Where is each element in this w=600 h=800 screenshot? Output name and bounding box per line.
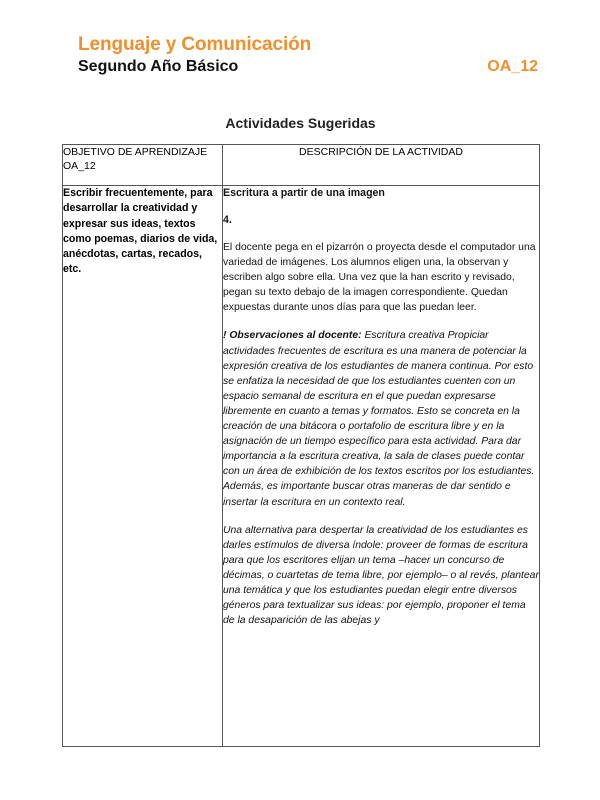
subject-title: Lenguaje y Comunicación: [78, 34, 312, 55]
page-title: Actividades Sugeridas: [225, 115, 376, 131]
objective-code-label: OA_12: [487, 58, 538, 75]
description-cell: [223, 186, 540, 747]
activity-paragraph-1: El docente pega en el pizarrón o proyecta desde el computador una variedad de imágenes. Los alumnos eligen una, la observan y escriben algo sobre ella. Una vez que la han escrito y revisado, pegan su texto debajo de la imagen correspondiente. Quedan expuestas durante unos días para que las puedan leer.: [223, 242, 536, 314]
column-header-objective: OBJETIVO DE APRENDIZAJE OA_12: [63, 145, 223, 186]
masthead: [78, 34, 540, 77]
activity-heading: Escritura a partir de una imagen: [223, 187, 385, 199]
teacher-observations-paragraph: [223, 328, 539, 509]
observations-label: ! Observaciones al docente:: [223, 330, 362, 342]
table-row: [63, 186, 540, 747]
table-header-row: [63, 145, 540, 186]
observations-body: Escritura creativa Propiciar actividades frecuentes de escritura es una manera de potenciar la expresión creativa de los estudiantes de manera continua. Por esto se enfatiza la necesidad de que los estudiantes cuenten con un espacio semanal de escritura en el que puedan expresarse libremente en cuanto a temas y formatos. Esto se concreta en la creación de una bitácora o portafolio de escritura libre y en la asignación de un tiempo específico para esta actividad. Para dar importancia a la escritura creativa, la sala de clases puede contar con un área de exhibición de los textos escritos por los estudiantes. Además, es importante buscar otras maneras de dar sentido e insertar la escritura en un contexto real.: [223, 330, 535, 508]
activity-number: 4.: [223, 214, 232, 226]
masthead-row: [78, 57, 540, 77]
grade-level-label: Segundo Año Básico: [78, 58, 239, 75]
activity-paragraph-3: Una alternativa para despertar la creatividad de los estudiantes es darles estímulos de diversa índole: proveer de formas de escritura para que los escritores elijan un tema –hacer un concurso de décimas, o cuartetas de tema libre, por ejemplo– o al revés, plantear una temática y que los estudiantes puedan elegir entre diversos géneros para textualizar sus ideas: por ejemplo, proponer el tema de la desaparición de las abejas y: [223, 524, 539, 627]
activities-table: [62, 144, 540, 747]
objective-cell: Escribir frecuentemente, para desarrollar la creatividad y expresar sus ideas, textos como poemas, diarios de vida, anécdotas, cartas, recados, etc.: [63, 186, 223, 747]
column-header-description: DESCRIPCIÓN DE LA ACTIVIDAD: [223, 145, 540, 186]
